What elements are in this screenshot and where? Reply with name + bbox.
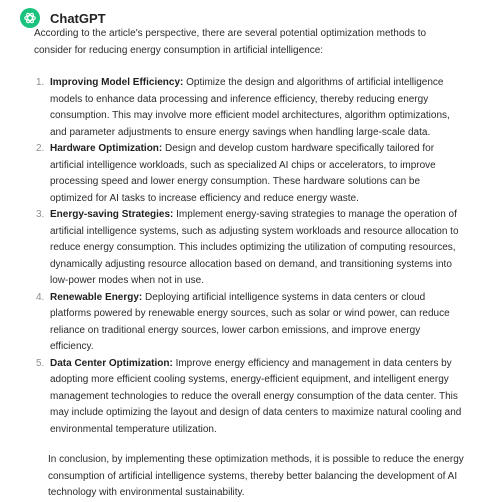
item-text: Optimize the design and algorithms of artificial intelligence models to enhance data processing and inference efficiency, thereby reducing energy consumption. This may involve more efficient model architectures, algorithm optimizations, and parameter adjustments to ensure energy savings when handling large-scale data. [50,77,450,138]
list-number: 5. [36,357,45,369]
list-number: 3. [36,209,45,220]
item-title: Renewable Energy: [50,291,143,303]
list-number: 1. [36,77,45,88]
optimization-list [34,75,464,438]
list-number: 2. [36,143,45,154]
list-number: 4. [36,291,45,303]
message-content [34,26,464,502]
intro-paragraph: According to the article's perspective, there are several potential optimization methods to consider for reducing energy consumption in artificial intelligence: [34,28,427,56]
list-item [34,141,464,207]
openai-logo-icon [20,8,40,28]
conclusion-paragraph: In conclusion, by implementing these optimization methods, it is possible to reduce the energy consumption of artificial intelligence systems, thereby better balancing the development of AI technology with environmental sustainability. [48,454,464,498]
item-title: Improving Model Efficiency: [50,77,184,88]
list-item [34,207,464,290]
item-text: Design and develop custom hardware specifically tailored for artificial intelligence workloads, such as specialized AI chips or accelerators, to improve processing speed and lower energy consumption. These hardware solutions can be optimized for AI tasks to increase efficiency and reduce energy waste. [50,143,436,204]
list-item [34,356,464,439]
item-text: Deploying artificial intelligence systems in data centers or cloud platforms powered by renewable energy sources, such as solar or wind power, can reduce reliance on traditional energy sources, lower carbon emissions, and improve energy efficiency. [50,291,450,352]
item-title: Data Center Optimization: [50,357,173,369]
list-item [34,290,464,356]
list-item [34,75,464,141]
item-text: Implement energy-saving strategies to manage the operation of artificial intelligence systems, such as adjusting system workloads and resource allocation to reduce energy consumption. This includes optimizing the utilization of computing resources, dynamically adjusting resource allocation based on demand, and transitioning systems into low-power modes when not in use. [50,209,459,286]
sender-name: ChatGPT [50,10,106,26]
item-text: Improve energy efficiency and management in data centers by adopting more efficient cooling systems, energy-efficient equipment, and intelligent energy management technologies to reduce the overall energy consumption of the data center. This may include optimizing the layout and design of data centers to maximize natural cooling and environmental temperature utilization. [50,357,462,435]
message-header [20,8,106,28]
item-title: Energy-saving Strategies: [50,209,174,220]
item-title: Hardware Optimization: [50,143,163,154]
